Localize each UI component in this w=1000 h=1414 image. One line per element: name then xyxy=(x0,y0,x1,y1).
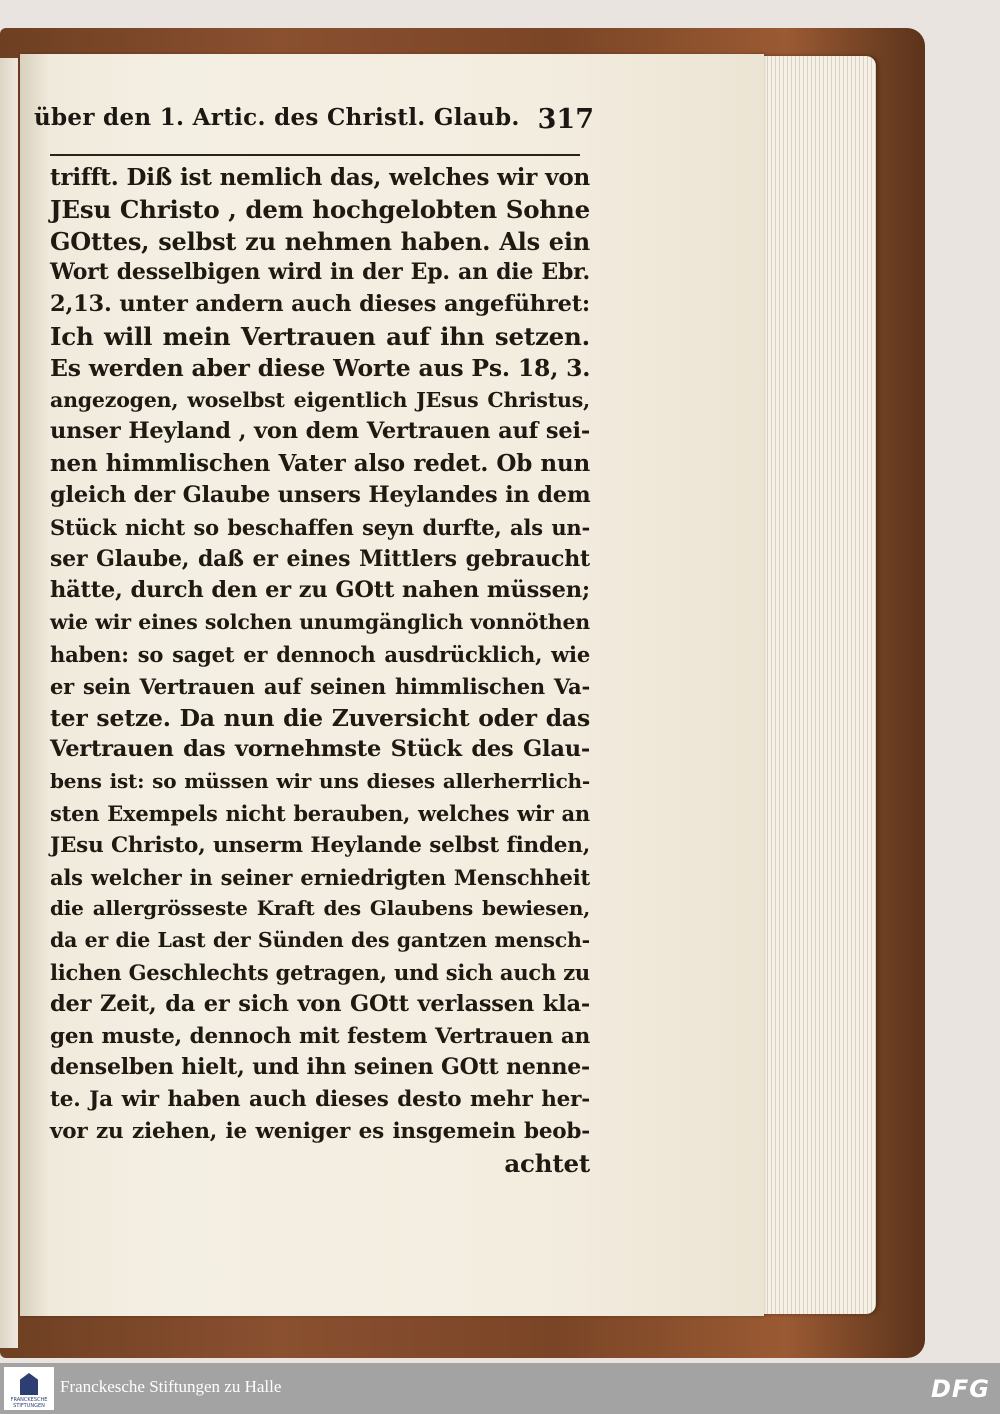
text-line: Stück nicht so beschaffen seyn durfte, als un- xyxy=(50,514,590,540)
text-line: lichen Geschlechts getragen, und sich auch zu xyxy=(50,959,590,985)
text-line: Ich will mein Vertrauen auf ihn setzen. xyxy=(50,321,590,351)
text-line: GOttes, selbst zu nehmen haben. Als ein xyxy=(50,226,590,256)
text-line: die allergrösseste Kraft des Glaubens bewiesen, xyxy=(50,896,590,921)
text-line: Vertrauen das vornehmste Stück des Glau- xyxy=(50,736,590,763)
text-line: vor zu ziehen, ie weniger es insgemein beob- xyxy=(50,1118,590,1144)
text-line: Wort desselbigen wird in der Ep. an die Ebr. xyxy=(50,259,590,286)
catchword: achtet xyxy=(504,1148,590,1178)
book-page xyxy=(20,54,764,1316)
text-line: haben: so saget er dennoch ausdrücklich, wie xyxy=(50,641,590,667)
institution-link[interactable]: Franckesche Stiftungen zu Halle xyxy=(60,1377,282,1396)
text-line: unser Heyland , von dem Vertrauen auf sei- xyxy=(50,418,590,445)
text-line: JEsu Christo , dem hochgelobten Sohne xyxy=(50,194,590,224)
text-line: als welcher in seiner erniedrigten Menschheit xyxy=(50,864,590,890)
text-line: nen himmlischen Vater also redet. Ob nun xyxy=(50,450,590,478)
page-header xyxy=(34,104,594,144)
text-line: JEsu Christo, unserm Heylande selbst finden, xyxy=(50,832,590,858)
text-line: wie wir eines solchen unumgänglich vonnöthen xyxy=(50,610,590,635)
text-line: Es werden aber diese Worte aus Ps. 18, 3. xyxy=(50,353,591,382)
text-line: 2,13. unter andern auch dieses angeführet: xyxy=(50,291,590,318)
body-text xyxy=(50,162,590,1180)
running-head: über den 1. Artic. des Christl. Glaub. xyxy=(34,104,520,131)
page-edges xyxy=(748,56,876,1314)
text-line: ter setze. Da nun die Zuversicht oder das xyxy=(50,703,590,732)
header-rule xyxy=(50,154,580,156)
francke-logo[interactable] xyxy=(4,1367,54,1410)
text-line: te. Ja wir haben auch dieses desto mehr her- xyxy=(50,1087,590,1113)
text-line: der Zeit, da er sich von GOtt verlassen kla- xyxy=(50,990,590,1017)
footer-bar xyxy=(0,1363,1000,1414)
page-number: 317 xyxy=(537,104,594,135)
text-line: gen muste, dennoch mit festem Vertrauen an xyxy=(50,1023,590,1049)
left-page-edge xyxy=(0,58,18,1348)
text-line: er sein Vertrauen auf seinen himmlischen Va- xyxy=(50,673,590,699)
francke-emblem-icon xyxy=(20,1373,38,1395)
text-line: trifft. Diß ist nemlich das, welches wir von xyxy=(50,164,590,191)
text-line: da er die Last der Sünden des gantzen mensch- xyxy=(50,928,590,953)
francke-logo-text: FRANCKESCHE STIFTUNGEN xyxy=(10,1397,48,1409)
text-line: ser Glaube, daß er eines Mittlers gebraucht xyxy=(50,545,590,572)
text-line: gleich der Glaube unsers Heylandes in dem xyxy=(50,481,591,508)
dfg-logo[interactable]: DFG xyxy=(930,1375,990,1403)
text-line: bens ist: so müssen wir uns dieses allerherrlich- xyxy=(50,769,590,794)
text-line: angezogen, woselbst eigentlich JEsus Christus, xyxy=(50,387,590,412)
text-line: hätte, durch den er zu GOtt nahen müssen; xyxy=(50,577,590,604)
text-line: denselben hielt, und ihn seinen GOtt nenne- xyxy=(50,1054,590,1081)
text-line: sten Exempels nicht berauben, welches wir an xyxy=(50,800,590,826)
